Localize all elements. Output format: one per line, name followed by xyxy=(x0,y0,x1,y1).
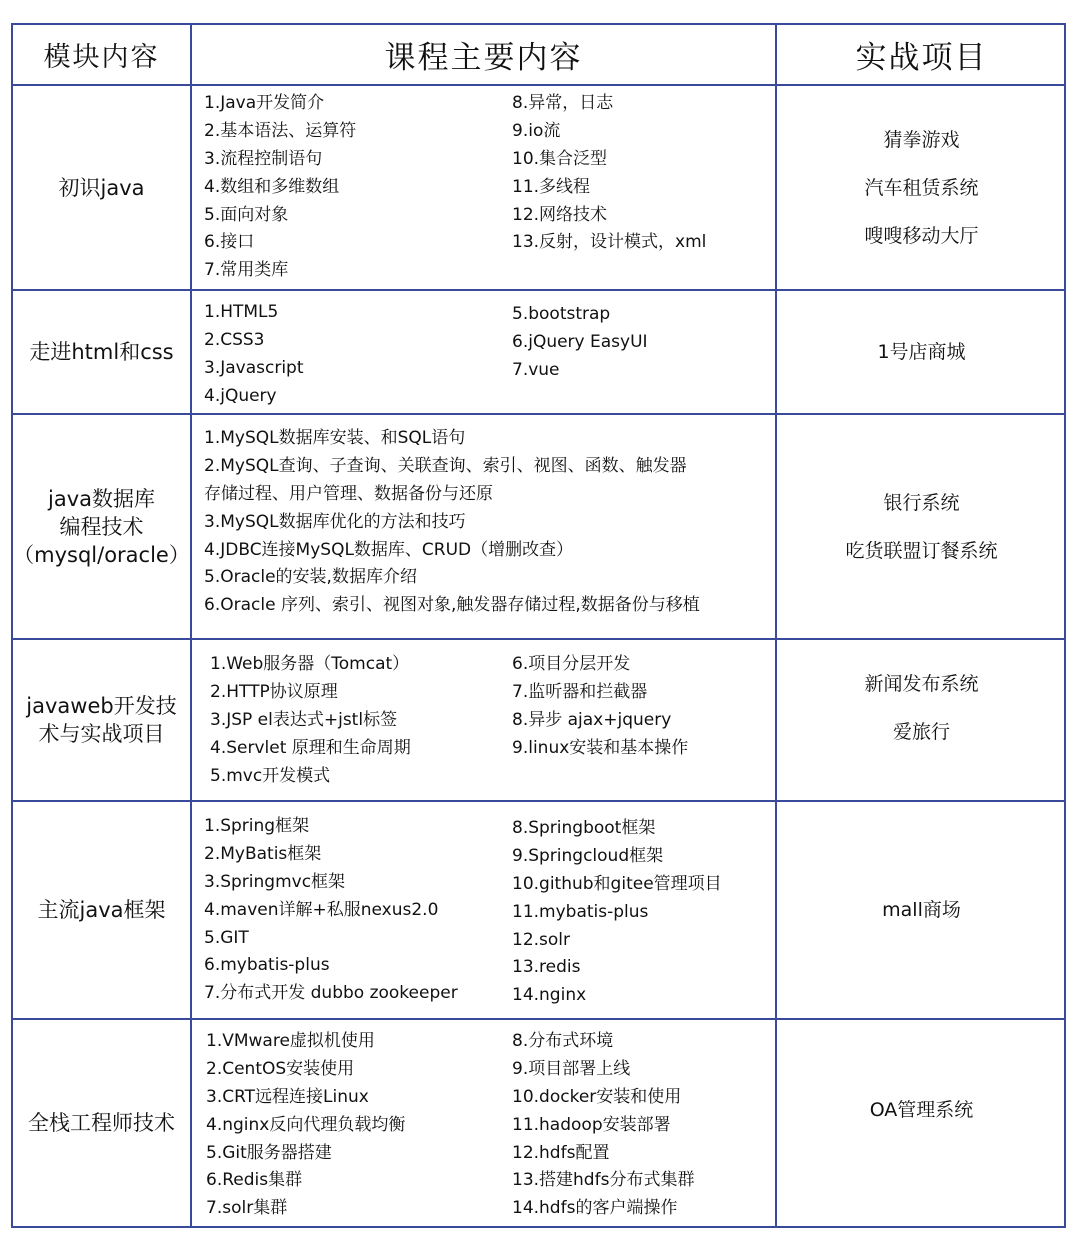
list-item: 3.流程控制语句 xyxy=(204,148,323,169)
module-cell-html-css xyxy=(13,291,190,413)
project-name: 猜拳游戏 xyxy=(883,128,960,151)
list-item: 10.集合泛型 xyxy=(512,148,608,169)
list-item: 10.github和gitee管理项目 xyxy=(512,873,722,894)
list-item: 11.hadoop安装部署 xyxy=(512,1114,671,1135)
list-item: 11.mybatis-plus xyxy=(512,901,649,922)
list-item: 9.linux安装和基本操作 xyxy=(512,737,689,758)
list-item: 13.反射，设计模式，xml xyxy=(512,232,707,253)
list-item: 1.Spring框架 xyxy=(204,816,310,836)
project-cell-fullstack xyxy=(777,1020,1066,1226)
project-name: 汽车租赁系统 xyxy=(864,176,979,199)
module-cell-frameworks xyxy=(13,802,190,1018)
module-label: 术与实战项目 xyxy=(38,722,165,746)
list-item: 8.异步 ajax+jquery xyxy=(512,709,672,730)
list-item: 7.监听器和拦截器 xyxy=(512,681,648,702)
project-name: 银行系统 xyxy=(883,491,960,514)
list-item: 1.Web服务器（Tomcat） xyxy=(210,654,410,674)
module-label: 编程技术 xyxy=(59,514,144,539)
list-item: 4.JDBC连接MySQL数据库、CRUD（增删改查） xyxy=(204,539,574,560)
project-cell-java-basics xyxy=(777,86,1066,289)
content-column-full xyxy=(204,425,700,620)
list-item: 13.redis xyxy=(512,957,581,978)
list-item: 6.Redis集群 xyxy=(206,1170,303,1191)
list-item: 2.CentOS安装使用 xyxy=(206,1058,355,1079)
content-column-right xyxy=(512,815,722,1010)
project-name: 嗖嗖移动大厅 xyxy=(864,224,979,247)
content-column-left xyxy=(204,90,356,285)
list-item: 存储过程、用户管理、数据备份与还原 xyxy=(204,483,493,504)
list-item: 2.CSS3 xyxy=(204,329,265,350)
content-column-left xyxy=(210,651,411,790)
list-item: 2.MyBatis框架 xyxy=(204,843,322,864)
content-column-left xyxy=(206,1028,405,1223)
list-item: 4.数组和多维数组 xyxy=(204,176,340,197)
list-item: 1.MySQL数据库安装、和SQL语句 xyxy=(204,428,466,448)
content-column-right xyxy=(512,90,706,257)
content-column-right xyxy=(512,651,688,763)
project-name: 爱旅行 xyxy=(892,721,950,743)
list-item: 3.Javascript xyxy=(204,357,304,378)
list-item: 13.搭建hdfs分布式集群 xyxy=(512,1170,695,1191)
list-item: 1.VMware虚拟机使用 xyxy=(206,1031,375,1051)
list-item: 3.MySQL数据库优化的方法和技巧 xyxy=(204,511,466,532)
content-cell-javaweb xyxy=(192,640,775,800)
list-item: 3.CRT远程连接Linux xyxy=(206,1086,369,1107)
list-item: 2.MySQL查询、子查询、关联查询、索引、视图、函数、触发器 xyxy=(204,455,687,476)
list-item: 4.maven详解+私服nexus2.0 xyxy=(204,899,439,920)
list-item: 7.常用类库 xyxy=(204,260,289,281)
list-item: 6.mybatis-plus xyxy=(204,955,330,976)
list-item: 8.Springboot框架 xyxy=(512,818,656,838)
content-column-right xyxy=(512,301,648,385)
project-name: 1号店商城 xyxy=(877,341,966,363)
list-item: 12.网络技术 xyxy=(512,204,608,225)
module-label: 走进html和css xyxy=(29,340,174,364)
list-item: 6.Oracle 序列、索引、视图对象,触发器存储过程,数据备份与移植 xyxy=(204,595,700,616)
list-item: 9.io流 xyxy=(512,120,561,141)
list-item: 6.jQuery EasyUI xyxy=(512,331,648,352)
content-cell-frameworks xyxy=(192,802,775,1018)
module-label: java数据库 xyxy=(48,486,155,511)
header-content: 课程主要内容 xyxy=(384,40,583,76)
project-name: OA管理系统 xyxy=(869,1099,974,1121)
list-item: 9.项目部署上线 xyxy=(512,1058,631,1079)
module-cell-java-basics xyxy=(13,86,190,289)
list-item: 1.HTML5 xyxy=(204,302,279,322)
content-cell-fullstack xyxy=(192,1020,775,1226)
module-cell-javaweb xyxy=(13,640,190,800)
list-item: 12.hdfs配置 xyxy=(512,1142,610,1163)
list-item: 11.多线程 xyxy=(512,176,591,197)
list-item: 12.solr xyxy=(512,929,571,950)
list-item: 3.Springmvc框架 xyxy=(204,871,346,892)
module-label: 主流java框架 xyxy=(37,898,166,922)
module-label: javaweb开发技 xyxy=(26,694,177,718)
content-cell-html-css xyxy=(192,291,775,413)
content-column-right xyxy=(512,1028,694,1223)
header-module: 模块内容 xyxy=(43,42,160,73)
project-cell-javaweb xyxy=(777,640,1066,800)
module-label: 初识java xyxy=(58,175,145,200)
list-item: 5.Git服务器搭建 xyxy=(206,1142,332,1163)
header-project: 实战项目 xyxy=(855,40,988,76)
content-cell-java-basics xyxy=(192,86,775,289)
list-item: 4.jQuery xyxy=(204,385,277,406)
list-item: 5.bootstrap xyxy=(512,304,611,324)
module-cell-fullstack xyxy=(13,1020,190,1226)
list-item: 5.GIT xyxy=(204,927,249,948)
project-name: 吃货联盟订餐系统 xyxy=(845,539,998,562)
list-item: 8.异常，日志 xyxy=(512,93,614,113)
list-item: 9.Springcloud框架 xyxy=(512,845,664,866)
project-cell-html-css xyxy=(777,291,1066,413)
list-item: 14.nginx xyxy=(512,985,587,1006)
list-item: 14.hdfs的客户端操作 xyxy=(512,1198,678,1219)
list-item: 2.基本语法、运算符 xyxy=(204,120,357,141)
list-item: 8.分布式环境 xyxy=(512,1031,614,1051)
list-item: 1.Java开发简介 xyxy=(204,93,325,113)
list-item: 3.JSP el表达式+jstl标签 xyxy=(210,709,398,730)
project-name: 新闻发布系统 xyxy=(864,673,979,695)
list-item: 10.docker安装和使用 xyxy=(512,1086,682,1107)
list-item: 7.solr集群 xyxy=(206,1198,288,1219)
list-item: 5.面向对象 xyxy=(204,204,289,225)
list-item: 7.vue xyxy=(512,359,560,380)
content-cell-database xyxy=(192,415,775,638)
content-column-left xyxy=(204,813,458,1008)
list-item: 6.接口 xyxy=(204,232,255,253)
list-item: 6.项目分层开发 xyxy=(512,654,631,674)
list-item: 5.Oracle的安装,数据库介绍 xyxy=(204,567,417,588)
list-item: 7.分布式开发 dubbo zookeeper xyxy=(204,983,458,1004)
list-item: 2.HTTP协议原理 xyxy=(210,681,338,702)
content-column-left xyxy=(204,299,304,411)
module-label: 全栈工程师技术 xyxy=(28,1111,175,1135)
module-cell-database xyxy=(13,415,190,638)
course-table xyxy=(11,23,1066,1228)
list-item: 4.Servlet 原理和生命周期 xyxy=(210,737,411,758)
project-cell-database xyxy=(777,415,1066,638)
project-name: mall商场 xyxy=(882,899,961,921)
module-label: （mysql/oracle） xyxy=(13,542,190,567)
project-cell-frameworks xyxy=(777,802,1066,1018)
list-item: 4.nginx反向代理负载均衡 xyxy=(206,1114,406,1135)
list-item: 5.mvc开发模式 xyxy=(210,765,331,786)
